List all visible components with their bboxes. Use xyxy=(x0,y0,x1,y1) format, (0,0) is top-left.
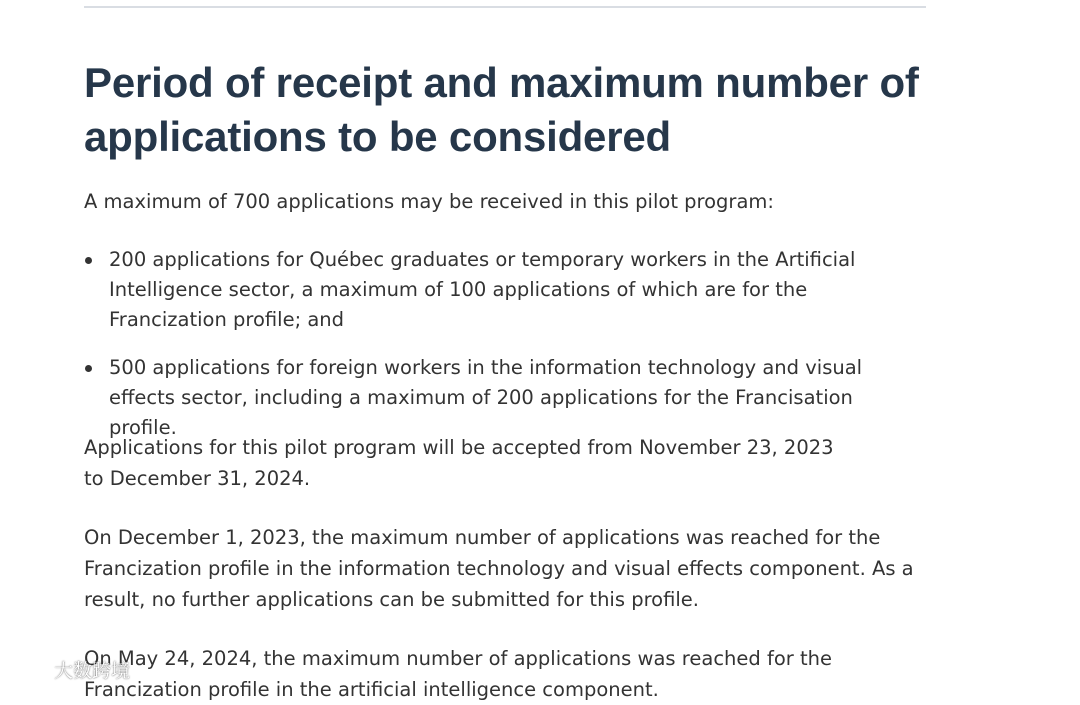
acceptance-period-paragraph: Applications for this pilot program will be accepted from November 23, 2023 to December 31, 2024. xyxy=(84,436,834,490)
december-notice-paragraph: On December 1, 2023, the maximum number of applications was reached for the Francization profile in the information technology and visual effects component. As a result, no further applications can be submitted for this profile. xyxy=(84,526,914,611)
list-item-text: 200 applications for Québec graduates or temporary workers in the Artificial Intelligence sector, a maximum of 100 applications of which are for the Francization profile; and xyxy=(109,248,856,331)
bullet-icon xyxy=(85,365,92,372)
watermark-text: 大数跨境 xyxy=(54,660,131,682)
application-limits-list xyxy=(84,245,924,461)
may-notice-paragraph: On May 24, 2024, the maximum number of applications was reached for the Francization profile in the artificial intelligence component. xyxy=(84,647,832,701)
logo-icon xyxy=(8,658,48,682)
list-item xyxy=(84,353,924,443)
page-title: Period of receipt and maximum number of applications to be considered xyxy=(84,59,919,160)
list-item-text: 500 applications for foreign workers in the information technology and visual effects sector, including a maximum of 200 applications for the Francisation profile. xyxy=(109,356,863,439)
top-divider xyxy=(84,6,926,8)
intro-paragraph: A maximum of 700 applications may be received in this pilot program: xyxy=(84,190,774,213)
list-item xyxy=(84,245,924,335)
bullet-icon xyxy=(85,257,92,264)
